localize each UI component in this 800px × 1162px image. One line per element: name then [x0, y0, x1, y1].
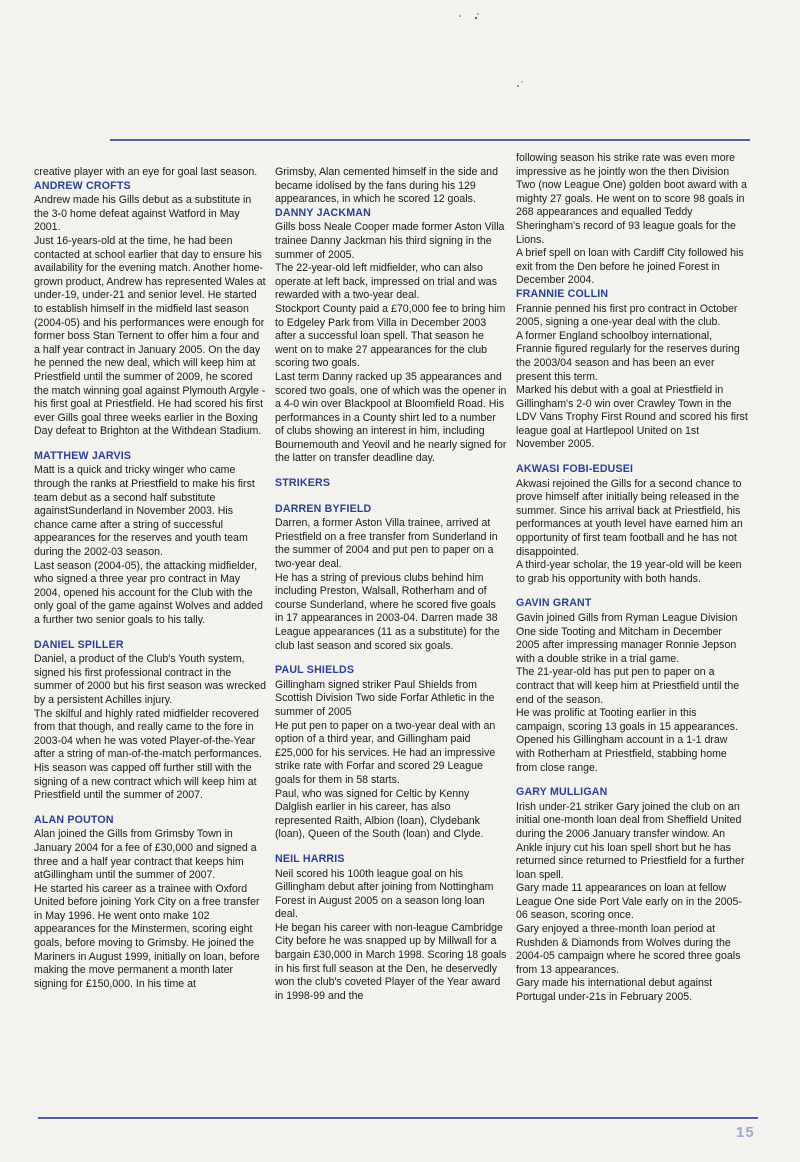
profile-paragraph: Paul, who was signed for Celtic by Kenny Dalglish earlier in his career, has also represented Raith, Albion (loan), Clydebank (loan), Queen of the South (loan) and Clyde.	[275, 787, 484, 841]
profile-paragraph: Daniel, a product of the Club's Youth system, signed his first professional contract in the summer of 2000 but his first season was wrecked by a persistent Achilles injury.	[34, 653, 266, 706]
player-name: ALAN POUTON	[34, 813, 114, 826]
column-lead-text-2: A brief spell on loan with Cardiff City followed his exit from the Den before he joined Forest in December 2004.	[516, 247, 744, 287]
player-name: GARY MULLIGAN	[516, 786, 608, 799]
profile-paragraph: Last term Danny racked up 35 appearances and scored two goals, one of which was the opener in a 4-0 win over Blackpool at Bloomfield Road. His performances in a County shirt led to a number of clubs showing an interest in him, including Bournemouth and Yeovil and he nearly signed for the latter on transfer deadline day.	[275, 370, 507, 465]
player-profile-gary-mulligan	[516, 786, 748, 1005]
player-profile-matthew-jarvis	[34, 450, 266, 628]
player-profile-darren-byfield	[275, 503, 507, 654]
player-profile-paul-shields	[275, 664, 507, 842]
profile-paragraph: Gary made his international debut against Portugal under-21s in February 2005.	[516, 977, 713, 1004]
player-name: AKWASI FOBI-EDUSEI	[516, 463, 634, 476]
profile-paragraph: Alan joined the Gills from Grimsby Town in January 2004 for a fee of £30,000 and signed a three and a half year contract that keeps him atGillingham until the summer of 2007.	[34, 828, 257, 882]
profile-paragraph: The skilful and highly rated midfielder recovered from that though, and really came to the fore in 2003-04 when he was voted Player-of-the-Year after a string of man-of-the-match performances. His season was capped off further still with the signing of a new contract which will keep him at Priestfield until the summer of 2007.	[34, 707, 262, 802]
bottom-rule	[38, 1117, 758, 1119]
profile-paragraph: Neil scored his 100th league goal on his Gillingham debut after joining from Nottingham Forest in August 2005 on a season long loan deal.	[275, 867, 494, 921]
profile-paragraph: Darren, a former Aston Villa trainee, arrived at Priestfield on a free transfer from Sunderland in the summer of 2004 and put pen to paper on a two-year deal.	[275, 517, 498, 571]
profile-paragraph: Last season (2004-05), the attacking midfielder, who signed a three year pro contract in May 2004, opened his account for the Club with the only goal of the game against Wolves and added a further two senior goals to his tally.	[34, 559, 263, 626]
player-name: DARREN BYFIELD	[275, 502, 372, 515]
print-specks	[440, 10, 540, 100]
section-heading-strikers: STRIKERS	[275, 477, 331, 490]
profile-paragraph: He has a string of previous clubs behind him including Preston, Walsall, Rotherham and of course Sunderland, where he scored five goals in 17 appearances in 2003-04. Darren made 38 League appearances (11 as a substitute) for the club last season and scored six goals.	[275, 571, 500, 652]
player-profile-neil-harris	[275, 853, 507, 1004]
profile-paragraph: Stockport County paid a £70,000 fee to bring him to Edgeley Park from Villa in December 2003 after a successful loan spell. That season he went on to make 27 appearances for the club scoring two goals.	[275, 302, 506, 370]
player-name: FRANNIE COLLIN	[516, 287, 609, 300]
top-rule	[110, 139, 750, 141]
player-profile-alan-pouton	[34, 814, 266, 992]
profile-paragraph: He put pen to paper on a two-year deal with an option of a third year, and Gillingham paid £25,000 for his services. He had an impressive strike rate with Forfar and scored 29 League goals for them in 58 starts.	[275, 719, 496, 786]
profile-paragraph: A former England schoolboy international, Frannie figured regularly for the reserves during the 2003/04 season and has been an ever present this term.	[516, 329, 740, 383]
column-2	[275, 166, 507, 1014]
column-lead-text: Grimsby, Alan cemented himself in the side and became idolised by the fans during his 129 appearances, in which he scored 12 goals.	[275, 166, 498, 206]
profile-paragraph: Just 16-years-old at the time, he had been contacted at school earlier that day to ensure his availability for the evening match. Another home-grown product, Andrew has represented Wales at under-19, under-21 and senior level. He started to establish himself in the midfield last season (2004-05) and his performances were enough for former boss Stan Ternent to offer him a four and a half year contract in January 2005. On the day he penned the new deal, which will keep him at Priestfield until the summer of 2009, he scored the match winning goal against Plymouth Argyle - his first goal at Priestfield. He had scored his first ever Gills goal three weeks earlier in the Boxing Day defeat to Brighton at the Withdean Stadium.	[34, 234, 266, 438]
player-name: PAUL SHIELDS	[275, 664, 355, 677]
profile-paragraph: Gillingham signed striker Paul Shields from Scottish Division Two side Forfar Athletic in the summer of 2005	[275, 678, 495, 718]
player-profile-frannie-collin	[516, 288, 748, 452]
player-profile-andrew-crofts	[34, 180, 266, 439]
profile-paragraph: A third-year scholar, the 19 year-old will be keen to grab his opportunity with both hands.	[516, 559, 742, 585]
profile-paragraph: Gavin joined Gills from Ryman League Division One side Tooting and Mitcham in December 2005 after impressing manager Ronnie Jepson with a double strike in a trial game.	[516, 612, 738, 665]
profile-paragraph: Gills boss Neale Cooper made former Aston Villa trainee Danny Jackman his third signing in the summer of 2005.	[275, 221, 505, 261]
profile-paragraph: The 22-year-old left midfielder, who can also operate at left back, impressed on trial and was rewarded with a two-year deal.	[275, 262, 497, 302]
player-profile-akwasi-fobi-edusei	[516, 463, 748, 586]
player-profile-danny-jackman	[275, 207, 507, 466]
profile-paragraph: He began his career with non-league Cambridge City before he was snapped up by Millwall for a bargain £30,000 in March 1998. Scoring 18 goals in his first full season at the Den, he deservedly won the club's coveted Player of the Year award in 1998-99 and the	[275, 921, 507, 1002]
profile-paragraph: He started his career as a trainee with Oxford United before joining York City on a free transfer in May 1996. He went onto make 102 appearances for the Minstermen, scoring eight goals, before moving to Grimsby. He joined the Mariners in August 1999, initially on loan, before making the move permanent a month later signing for £150,000. In his time at	[34, 882, 260, 990]
player-name: DANNY JACKMAN	[275, 206, 371, 219]
profile-paragraph: Marked his debut with a goal at Priestfield in Gillingham's 2-0 win over Crawley Town in the LDV Vans Trophy First Round and scored his first league goal at Hartlepool United on 1st November 2005.	[516, 384, 748, 451]
profile-paragraph: Andrew made his Gills debut as a substitute in the 3-0 home defeat against Watford in May 2001.	[34, 194, 252, 234]
player-profile-gavin-grant	[516, 597, 748, 775]
player-profile-daniel-spiller	[34, 639, 266, 803]
column-lead-text: following season his strike rate was even more impressive as he jointly won the then Division Two (now League One) golden boot award with a mighty 27 goals. He went on to score 98 goals in 268 appearances and equalled Teddy Sheringham's record of 93 league goals for the Lions.	[516, 152, 747, 246]
profile-paragraph: Akwasi rejoined the Gills for a second chance to prove himself after initially being released in the summer. Since his arrival back at Priestfield, his performances at youth level have earned him an opportunity of first team football and he has not disappointed.	[516, 477, 743, 558]
column-1	[34, 166, 266, 1002]
profile-paragraph: Matt is a quick and tricky winger who came through the ranks at Priestfield to make his first team debut as a second half substitute againstSunderland in November 2003. His chance came after a string of successful appearances for the reserves and youth team during the 2002-03 season.	[34, 464, 255, 559]
profile-paragraph: He was prolific at Tooting earlier in this campaign, scoring 13 goals in 15 appearances. Opened his Gillingham account in a 1-1 draw with Rotherham at Priestfield, stabbing home from close range.	[516, 707, 739, 774]
player-name: DANIEL SPILLER	[34, 638, 124, 651]
player-name: NEIL HARRIS	[275, 852, 345, 865]
column-lead-text: creative player with an eye for goal last season.	[34, 166, 258, 178]
profile-paragraph: Gary enjoyed a three-month loan period at Rushden & Diamonds from Wolves during the 2004-05 campaign where he scored three goals from 13 appearances.	[516, 923, 741, 976]
page-number: 15	[736, 1124, 755, 1141]
column-3	[516, 152, 748, 1016]
profile-paragraph: The 21-year-old has put pen to paper on a contract that will keep him at Priestfield until the end of the season.	[516, 666, 740, 706]
player-name: MATTHEW JARVIS	[34, 449, 132, 462]
profile-paragraph: Irish under-21 striker Gary joined the club on an initial one-month loan deal from Sheffield United during the 2006 January transfer window. An Ankle injury cut his loan spell short but he has returned since returned to Priestfield for a further loan spell.	[516, 800, 745, 881]
profile-paragraph: Gary made 11 appearances on loan at fellow League One side Port Vale early on in the 2005-06 season, scoring once.	[516, 882, 742, 922]
player-name: GAVIN GRANT	[516, 597, 592, 610]
player-name: ANDREW CROFTS	[34, 179, 131, 192]
profile-paragraph: Frannie penned his first pro contract in October 2005, signing a one-year deal with the club.	[516, 302, 738, 329]
